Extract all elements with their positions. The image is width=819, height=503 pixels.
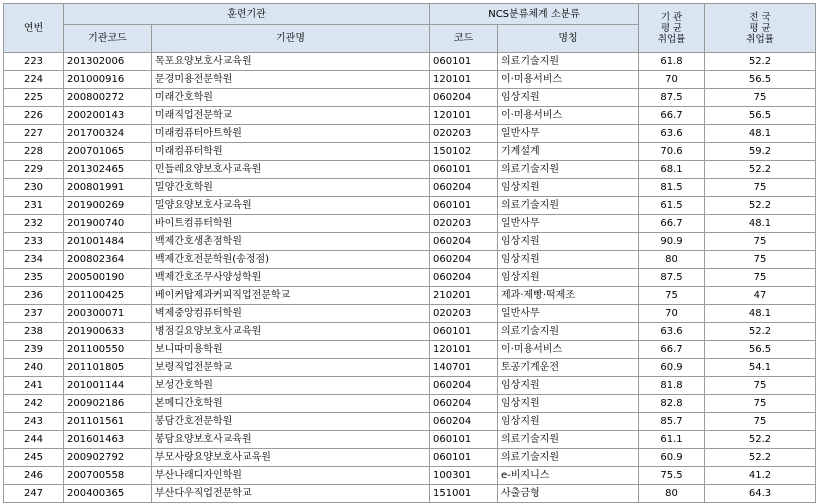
ncs-code-cell: 060101 xyxy=(430,161,498,179)
row-number-cell: 224 xyxy=(4,71,64,89)
institution-code-cell: 200300071 xyxy=(64,305,152,323)
nat-avg-rate-cell: 75 xyxy=(705,413,816,431)
table-body xyxy=(4,53,816,503)
ncs-code-cell: 060101 xyxy=(430,431,498,449)
institution-name-cell: 병점길요양보호사교육원 xyxy=(152,323,430,341)
inst-avg-rate-cell: 81.8 xyxy=(639,377,705,395)
institution-name-cell: 미래직업전문학교 xyxy=(152,107,430,125)
header-institution-name: 기관명 xyxy=(152,25,430,53)
institution-code-cell: 200400365 xyxy=(64,485,152,503)
row-number-cell: 242 xyxy=(4,395,64,413)
row-number-cell: 226 xyxy=(4,107,64,125)
ncs-code-cell: 060204 xyxy=(430,251,498,269)
inst-avg-rate-cell: 60.9 xyxy=(639,449,705,467)
institution-name-cell: 목포요양보호사교육원 xyxy=(152,53,430,71)
nat-avg-rate-cell: 48.1 xyxy=(705,125,816,143)
table-row xyxy=(4,71,816,89)
table-row xyxy=(4,179,816,197)
ncs-code-cell: 060204 xyxy=(430,89,498,107)
institution-name-cell: 바이트컴퓨터학원 xyxy=(152,215,430,233)
header-ncs-group: NCS분류체계 소분류 xyxy=(430,4,639,25)
ncs-code-cell: 020203 xyxy=(430,305,498,323)
ncs-code-cell: 140701 xyxy=(430,359,498,377)
header-institution-code: 기관코드 xyxy=(64,25,152,53)
ncs-name-cell: 이·미용서비스 xyxy=(498,341,639,359)
ncs-code-cell: 060101 xyxy=(430,323,498,341)
table-row xyxy=(4,143,816,161)
ncs-name-cell: 토공기계운전 xyxy=(498,359,639,377)
inst-avg-rate-cell: 87.5 xyxy=(639,89,705,107)
table-row xyxy=(4,269,816,287)
table-row xyxy=(4,467,816,485)
ncs-name-cell: 임상지원 xyxy=(498,179,639,197)
ncs-name-cell: 이·미용서비스 xyxy=(498,107,639,125)
inst-avg-rate-cell: 70.6 xyxy=(639,143,705,161)
row-number-cell: 241 xyxy=(4,377,64,395)
table-row xyxy=(4,53,816,71)
row-number-cell: 231 xyxy=(4,197,64,215)
inst-avg-rate-cell: 66.7 xyxy=(639,215,705,233)
nat-avg-rate-cell: 75 xyxy=(705,179,816,197)
inst-avg-rate-cell: 75.5 xyxy=(639,467,705,485)
header-no: 연번 xyxy=(4,4,64,53)
ncs-code-cell: 120101 xyxy=(430,107,498,125)
header-nat-avg-line2: 평 균 xyxy=(749,22,771,34)
ncs-name-cell: 기계설계 xyxy=(498,143,639,161)
institution-name-cell: 부산다우직업전문학교 xyxy=(152,485,430,503)
institution-name-cell: 밀양간호학원 xyxy=(152,179,430,197)
nat-avg-rate-cell: 48.1 xyxy=(705,215,816,233)
table-row xyxy=(4,431,816,449)
nat-avg-rate-cell: 48.1 xyxy=(705,305,816,323)
institution-code-cell: 201900740 xyxy=(64,215,152,233)
ncs-code-cell: 060101 xyxy=(430,197,498,215)
institution-code-cell: 200800272 xyxy=(64,89,152,107)
row-number-cell: 245 xyxy=(4,449,64,467)
table-row xyxy=(4,359,816,377)
inst-avg-rate-cell: 63.6 xyxy=(639,125,705,143)
header-nat-avg-line1: 전 국 xyxy=(749,11,771,23)
institution-code-cell: 201700324 xyxy=(64,125,152,143)
ncs-code-cell: 151001 xyxy=(430,485,498,503)
header-institution-group: 훈련기관 xyxy=(64,4,430,25)
ncs-name-cell: e-비지니스 xyxy=(498,467,639,485)
inst-avg-rate-cell: 63.6 xyxy=(639,323,705,341)
nat-avg-rate-cell: 52.2 xyxy=(705,449,816,467)
inst-avg-rate-cell: 85.7 xyxy=(639,413,705,431)
nat-avg-rate-cell: 75 xyxy=(705,395,816,413)
institution-code-cell: 201101561 xyxy=(64,413,152,431)
row-number-cell: 244 xyxy=(4,431,64,449)
row-number-cell: 223 xyxy=(4,53,64,71)
table-row xyxy=(4,197,816,215)
nat-avg-rate-cell: 75 xyxy=(705,233,816,251)
header-nat-avg-rate xyxy=(705,4,816,53)
ncs-name-cell: 임상지원 xyxy=(498,269,639,287)
ncs-name-cell: 일반사무 xyxy=(498,125,639,143)
institution-name-cell: 부모사랑요양보호사교육원 xyxy=(152,449,430,467)
row-number-cell: 233 xyxy=(4,233,64,251)
row-number-cell: 227 xyxy=(4,125,64,143)
ncs-code-cell: 210201 xyxy=(430,287,498,305)
row-number-cell: 225 xyxy=(4,89,64,107)
employment-rate-table xyxy=(3,3,816,503)
institution-code-cell: 200500190 xyxy=(64,269,152,287)
ncs-code-cell: 060101 xyxy=(430,449,498,467)
institution-name-cell: 백제간호조무사양성학원 xyxy=(152,269,430,287)
inst-avg-rate-cell: 82.8 xyxy=(639,395,705,413)
row-number-cell: 235 xyxy=(4,269,64,287)
header-ncs-code: 코드 xyxy=(430,25,498,53)
nat-avg-rate-cell: 41.2 xyxy=(705,467,816,485)
ncs-code-cell: 060204 xyxy=(430,377,498,395)
inst-avg-rate-cell: 81.5 xyxy=(639,179,705,197)
header-ncs-name: 명칭 xyxy=(498,25,639,53)
institution-name-cell: 미래컴퓨터학원 xyxy=(152,143,430,161)
ncs-code-cell: 020203 xyxy=(430,215,498,233)
ncs-name-cell: 사출금형 xyxy=(498,485,639,503)
inst-avg-rate-cell: 75 xyxy=(639,287,705,305)
nat-avg-rate-cell: 75 xyxy=(705,89,816,107)
ncs-code-cell: 060204 xyxy=(430,179,498,197)
institution-code-cell: 200700558 xyxy=(64,467,152,485)
nat-avg-rate-cell: 75 xyxy=(705,251,816,269)
header-nat-avg-line3: 취업률 xyxy=(746,33,774,45)
institution-name-cell: 문경미용전문학원 xyxy=(152,71,430,89)
institution-code-cell: 200902792 xyxy=(64,449,152,467)
institution-code-cell: 200701065 xyxy=(64,143,152,161)
table-row xyxy=(4,341,816,359)
table-row xyxy=(4,413,816,431)
institution-name-cell: 민들레요양보호사교육원 xyxy=(152,161,430,179)
institution-name-cell: 밀양요양보호사교육원 xyxy=(152,197,430,215)
inst-avg-rate-cell: 70 xyxy=(639,305,705,323)
table-row xyxy=(4,251,816,269)
ncs-name-cell: 임상지원 xyxy=(498,233,639,251)
row-number-cell: 229 xyxy=(4,161,64,179)
institution-code-cell: 201900633 xyxy=(64,323,152,341)
institution-name-cell: 부산나래디자인학원 xyxy=(152,467,430,485)
ncs-name-cell: 의료기술지원 xyxy=(498,197,639,215)
ncs-code-cell: 100301 xyxy=(430,467,498,485)
nat-avg-rate-cell: 52.2 xyxy=(705,53,816,71)
nat-avg-rate-cell: 52.2 xyxy=(705,323,816,341)
row-number-cell: 237 xyxy=(4,305,64,323)
institution-name-cell: 봉담간호전문학원 xyxy=(152,413,430,431)
nat-avg-rate-cell: 56.5 xyxy=(705,71,816,89)
inst-avg-rate-cell: 61.5 xyxy=(639,197,705,215)
institution-code-cell: 201100425 xyxy=(64,287,152,305)
nat-avg-rate-cell: 75 xyxy=(705,269,816,287)
nat-avg-rate-cell: 54.1 xyxy=(705,359,816,377)
inst-avg-rate-cell: 68.1 xyxy=(639,161,705,179)
nat-avg-rate-cell: 52.2 xyxy=(705,431,816,449)
table-row xyxy=(4,161,816,179)
table-row xyxy=(4,215,816,233)
nat-avg-rate-cell: 47 xyxy=(705,287,816,305)
institution-name-cell: 미래간호학원 xyxy=(152,89,430,107)
institution-code-cell: 200200143 xyxy=(64,107,152,125)
ncs-name-cell: 임상지원 xyxy=(498,251,639,269)
table-row xyxy=(4,377,816,395)
row-number-cell: 228 xyxy=(4,143,64,161)
table-row xyxy=(4,395,816,413)
header-inst-avg-line2: 평 균 xyxy=(660,22,683,34)
header-inst-avg-line1: 기 관 xyxy=(660,11,683,23)
ncs-name-cell: 일반사무 xyxy=(498,215,639,233)
ncs-code-cell: 060204 xyxy=(430,269,498,287)
ncs-code-cell: 120101 xyxy=(430,341,498,359)
institution-name-cell: 보령직업전문학교 xyxy=(152,359,430,377)
nat-avg-rate-cell: 75 xyxy=(705,377,816,395)
institution-code-cell: 200902186 xyxy=(64,395,152,413)
inst-avg-rate-cell: 80 xyxy=(639,251,705,269)
row-number-cell: 232 xyxy=(4,215,64,233)
row-number-cell: 238 xyxy=(4,323,64,341)
table-row xyxy=(4,485,816,503)
ncs-name-cell: 의료기술지원 xyxy=(498,161,639,179)
ncs-name-cell: 임상지원 xyxy=(498,377,639,395)
ncs-code-cell: 060101 xyxy=(430,53,498,71)
table-row xyxy=(4,89,816,107)
institution-code-cell: 201601463 xyxy=(64,431,152,449)
institution-name-cell: 보니따미용학원 xyxy=(152,341,430,359)
row-number-cell: 236 xyxy=(4,287,64,305)
row-number-cell: 247 xyxy=(4,485,64,503)
institution-name-cell: 미래컴퓨터아트학원 xyxy=(152,125,430,143)
row-number-cell: 239 xyxy=(4,341,64,359)
ncs-name-cell: 임상지원 xyxy=(498,395,639,413)
inst-avg-rate-cell: 80 xyxy=(639,485,705,503)
institution-code-cell: 201101805 xyxy=(64,359,152,377)
institution-code-cell: 201001484 xyxy=(64,233,152,251)
row-number-cell: 234 xyxy=(4,251,64,269)
institution-code-cell: 201302006 xyxy=(64,53,152,71)
nat-avg-rate-cell: 64.3 xyxy=(705,485,816,503)
ncs-code-cell: 150102 xyxy=(430,143,498,161)
institution-code-cell: 201900269 xyxy=(64,197,152,215)
ncs-code-cell: 060204 xyxy=(430,413,498,431)
row-number-cell: 246 xyxy=(4,467,64,485)
institution-name-cell: 베이커탑제과커피직업전문학교 xyxy=(152,287,430,305)
row-number-cell: 240 xyxy=(4,359,64,377)
nat-avg-rate-cell: 56.5 xyxy=(705,341,816,359)
ncs-code-cell: 020203 xyxy=(430,125,498,143)
institution-code-cell: 201100550 xyxy=(64,341,152,359)
ncs-name-cell: 의료기술지원 xyxy=(498,431,639,449)
ncs-name-cell: 임상지원 xyxy=(498,413,639,431)
inst-avg-rate-cell: 66.7 xyxy=(639,107,705,125)
inst-avg-rate-cell: 60.9 xyxy=(639,359,705,377)
table-header xyxy=(4,4,816,53)
table-row xyxy=(4,233,816,251)
header-inst-avg-rate xyxy=(639,4,705,53)
inst-avg-rate-cell: 70 xyxy=(639,71,705,89)
institution-name-cell: 봉담요양보호사교육원 xyxy=(152,431,430,449)
institution-name-cell: 보성간호학원 xyxy=(152,377,430,395)
institution-code-cell: 200802364 xyxy=(64,251,152,269)
ncs-name-cell: 임상지원 xyxy=(498,89,639,107)
row-number-cell: 230 xyxy=(4,179,64,197)
ncs-code-cell: 060204 xyxy=(430,233,498,251)
table-row xyxy=(4,107,816,125)
inst-avg-rate-cell: 66.7 xyxy=(639,341,705,359)
ncs-name-cell: 일반사무 xyxy=(498,305,639,323)
institution-code-cell: 200801991 xyxy=(64,179,152,197)
institution-name-cell: 백제간호전문학원(송정점) xyxy=(152,251,430,269)
institution-name-cell: 백제간호생촌점학원 xyxy=(152,233,430,251)
table-row xyxy=(4,323,816,341)
ncs-code-cell: 120101 xyxy=(430,71,498,89)
ncs-name-cell: 이·미용서비스 xyxy=(498,71,639,89)
ncs-name-cell: 의료기술지원 xyxy=(498,449,639,467)
inst-avg-rate-cell: 61.1 xyxy=(639,431,705,449)
table-row xyxy=(4,287,816,305)
table-row xyxy=(4,305,816,323)
header-inst-avg-line3: 취업률 xyxy=(657,33,686,45)
inst-avg-rate-cell: 87.5 xyxy=(639,269,705,287)
table-row xyxy=(4,449,816,467)
institution-code-cell: 201000916 xyxy=(64,71,152,89)
inst-avg-rate-cell: 61.8 xyxy=(639,53,705,71)
table-row xyxy=(4,125,816,143)
institution-code-cell: 201302465 xyxy=(64,161,152,179)
institution-name-cell: 본메디간호학원 xyxy=(152,395,430,413)
nat-avg-rate-cell: 59.2 xyxy=(705,143,816,161)
nat-avg-rate-cell: 56.5 xyxy=(705,107,816,125)
ncs-code-cell: 060204 xyxy=(430,395,498,413)
ncs-name-cell: 의료기술지원 xyxy=(498,53,639,71)
row-number-cell: 243 xyxy=(4,413,64,431)
nat-avg-rate-cell: 52.2 xyxy=(705,197,816,215)
ncs-name-cell: 제과·제빵·떡제조 xyxy=(498,287,639,305)
institution-name-cell: 벽제중앙컴퓨터학원 xyxy=(152,305,430,323)
nat-avg-rate-cell: 52.2 xyxy=(705,161,816,179)
institution-code-cell: 201001144 xyxy=(64,377,152,395)
inst-avg-rate-cell: 90.9 xyxy=(639,233,705,251)
ncs-name-cell: 의료기술지원 xyxy=(498,323,639,341)
